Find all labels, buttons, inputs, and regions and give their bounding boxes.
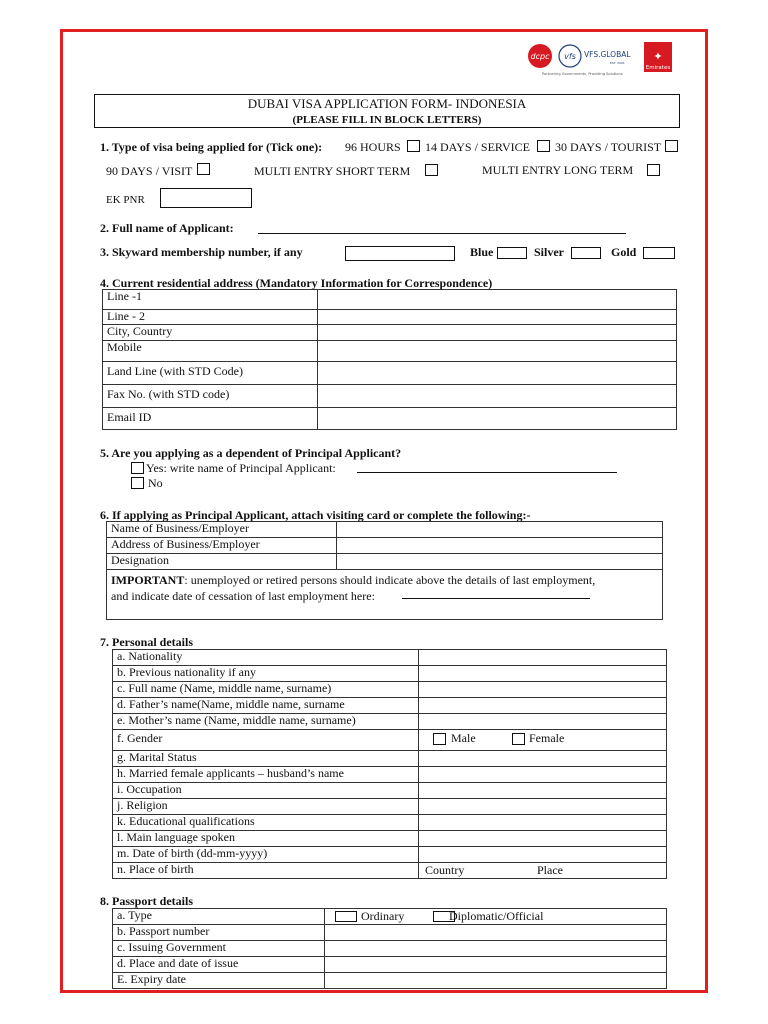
- address-row-label: Line - 2: [103, 310, 318, 325]
- employer-name-field[interactable]: [337, 522, 663, 538]
- personal-row-label: j. Religion: [113, 799, 419, 815]
- section-2-heading: 2. Full name of Applicant:: [100, 221, 234, 235]
- skyward-blue-label: Blue: [470, 245, 494, 259]
- ek-pnr-label: EK PNR: [106, 194, 145, 206]
- personal-row-label: d. Father’s name(Name, middle name, surname: [113, 698, 419, 714]
- checkbox-male[interactable]: [433, 733, 446, 745]
- opt-14-days-label: 14 DAYS / SERVICE: [425, 140, 530, 154]
- partner-logos: [526, 40, 676, 82]
- designation-field[interactable]: [337, 554, 663, 570]
- address-row-label: Land Line (with STD Code): [103, 362, 318, 385]
- skyward-silver-label: Silver: [534, 245, 564, 259]
- expiry-date-field[interactable]: [325, 973, 667, 989]
- employer-table: [106, 521, 663, 620]
- section-3-heading: 3. Skyward membership number, if any: [100, 245, 303, 259]
- skyward-gold-label: Gold: [611, 245, 637, 259]
- important-text: : unemployed or retired persons should indicate above the details of last employment,: [184, 573, 596, 587]
- personal-row-label: g. Marital Status: [113, 751, 419, 767]
- section-4-heading: 4. Current residential address (Mandatory Information for Correspondence): [100, 276, 493, 290]
- date-of-birth-field[interactable]: [419, 847, 667, 863]
- checkbox-female[interactable]: [512, 733, 525, 745]
- employer-address-field[interactable]: [337, 538, 663, 554]
- form-subtitle: (PLEASE FILL IN BLOCK LETTERS): [292, 114, 482, 126]
- important-text-2: and indicate date of cessation of last employment here:: [111, 589, 375, 603]
- personal-row-label: b. Previous nationality if any: [113, 666, 419, 682]
- language-field[interactable]: [419, 831, 667, 847]
- address-row-label: Mobile: [103, 341, 318, 362]
- full-name-field[interactable]: [258, 233, 626, 234]
- personal-row-label: m. Date of birth (dd-mm-yyyy): [113, 847, 419, 863]
- checkbox-dependent-yes[interactable]: [131, 462, 144, 474]
- passport-row-label: b. Passport number: [113, 925, 325, 941]
- address-row-label: Email ID: [103, 408, 318, 430]
- principal-applicant-name-field[interactable]: [357, 472, 617, 473]
- ek-pnr-field[interactable]: [160, 188, 252, 208]
- opt-multi-short-label: MULTI ENTRY SHORT TERM: [254, 164, 411, 178]
- employer-row-label: Name of Business/Employer: [107, 522, 337, 538]
- address-mobile-field[interactable]: [318, 341, 677, 362]
- full-name-field-2[interactable]: [419, 682, 667, 698]
- passport-ordinary-label: Ordinary: [361, 909, 405, 923]
- issuing-government-field[interactable]: [325, 941, 667, 957]
- checkbox-gold[interactable]: [643, 247, 675, 259]
- gender-cell: [419, 730, 667, 751]
- father-name-field[interactable]: [419, 698, 667, 714]
- opt-30-days-label: 30 DAYS / TOURIST: [555, 140, 662, 154]
- checkbox-silver[interactable]: [571, 247, 601, 259]
- address-city-field[interactable]: [318, 325, 677, 341]
- vfs-logo-est: EST. 2001: [610, 61, 625, 65]
- employer-row-label: Designation: [107, 554, 337, 570]
- emirates-arabic-mark: ✦: [653, 50, 663, 63]
- personal-row-label: k. Educational qualifications: [113, 815, 419, 831]
- address-landline-field[interactable]: [318, 362, 677, 385]
- address-email-field[interactable]: [318, 408, 677, 430]
- address-row-label: Line -1: [103, 290, 318, 310]
- checkbox-multi-short[interactable]: [425, 164, 438, 176]
- personal-row-label: n. Place of birth: [113, 863, 419, 879]
- vfs-tagline: Partnering Governments, Providing Solutions: [542, 72, 623, 76]
- personal-row-label: l. Main language spoken: [113, 831, 419, 847]
- form-title: DUBAI VISA APPLICATION FORM- INDONESIA: [247, 96, 527, 111]
- important-note-cell: [107, 570, 663, 620]
- address-line1-field[interactable]: [318, 290, 677, 310]
- passport-row-label: E. Expiry date: [113, 973, 325, 989]
- employer-row-label: Address of Business/Employer: [107, 538, 337, 554]
- checkbox-30-days[interactable]: [665, 140, 678, 152]
- birth-place-label: Place: [537, 863, 563, 877]
- address-table: [102, 289, 677, 430]
- dependent-yes-label: Yes: write name of Principal Applicant:: [146, 461, 336, 475]
- section-7-heading: 7. Personal details: [100, 635, 193, 649]
- personal-row-label: c. Full name (Name, middle name, surname): [113, 682, 419, 698]
- vfs-logo-name: VFS.GLOBAL: [584, 50, 631, 59]
- mother-name-field[interactable]: [419, 714, 667, 730]
- section-1-heading: 1. Type of visa being applied for (Tick one):: [100, 140, 323, 154]
- passport-row-label: c. Issuing Government: [113, 941, 325, 957]
- checkbox-90-days[interactable]: [197, 163, 210, 175]
- passport-number-field[interactable]: [325, 925, 667, 941]
- nationality-field[interactable]: [419, 650, 667, 666]
- dcpc-logo-text: dcpc: [530, 52, 550, 61]
- passport-row-label: d. Place and date of issue: [113, 957, 325, 973]
- passport-type-cell: [325, 909, 667, 925]
- education-field[interactable]: [419, 815, 667, 831]
- religion-field[interactable]: [419, 799, 667, 815]
- address-row-label: City, Country: [103, 325, 318, 341]
- personal-row-label: a. Nationality: [113, 650, 419, 666]
- passport-table: [112, 908, 667, 989]
- checkbox-96-hours[interactable]: [407, 140, 420, 152]
- address-row-label: Fax No. (with STD code): [103, 385, 318, 408]
- place-of-birth-cell[interactable]: [419, 863, 667, 879]
- previous-nationality-field[interactable]: [419, 666, 667, 682]
- checkbox-14-days[interactable]: [537, 140, 550, 152]
- passport-row-label: a. Type: [113, 909, 325, 925]
- address-fax-field[interactable]: [318, 385, 677, 408]
- marital-status-field[interactable]: [419, 751, 667, 767]
- place-date-issue-field[interactable]: [325, 957, 667, 973]
- checkbox-blue[interactable]: [497, 247, 527, 259]
- gender-female-label: Female: [529, 731, 565, 745]
- occupation-field[interactable]: [419, 783, 667, 799]
- skyward-number-field[interactable]: [345, 246, 455, 261]
- dependent-no-label: No: [148, 476, 163, 490]
- section-6-heading: 6. If applying as Principal Applicant, attach visiting card or complete the following:-: [100, 508, 531, 522]
- husband-name-field[interactable]: [419, 767, 667, 783]
- checkbox-dependent-no[interactable]: [131, 477, 144, 489]
- section-5-heading: 5. Are you applying as a dependent of Principal Applicant?: [100, 446, 402, 460]
- personal-row-label: f. Gender: [113, 730, 419, 751]
- cessation-date-field[interactable]: [402, 598, 590, 599]
- important-label: IMPORTANT: [111, 573, 185, 587]
- checkbox-multi-long[interactable]: [647, 164, 660, 176]
- section-8-heading: 8. Passport details: [100, 894, 193, 908]
- checkbox-ordinary[interactable]: [335, 911, 357, 922]
- personal-row-label: e. Mother’s name (Name, middle name, surname): [113, 714, 419, 730]
- address-line2-field[interactable]: [318, 310, 677, 325]
- personal-row-label: i. Occupation: [113, 783, 419, 799]
- opt-96-hours-label: 96 HOURS: [345, 140, 401, 154]
- birth-country-label: Country: [425, 863, 465, 877]
- emirates-logo-text: Emirates: [645, 65, 671, 71]
- gender-male-label: Male: [451, 731, 476, 745]
- vfs-logo-mark: vfs: [564, 52, 576, 61]
- opt-multi-long-label: MULTI ENTRY LONG TERM: [482, 163, 634, 177]
- opt-90-days-label: 90 DAYS / VISIT: [106, 164, 193, 178]
- passport-diplomatic-label: Diplomatic/Official: [449, 909, 544, 923]
- personal-row-label: h. Married female applicants – husband’s name: [113, 767, 419, 783]
- personal-details-table: [112, 649, 667, 879]
